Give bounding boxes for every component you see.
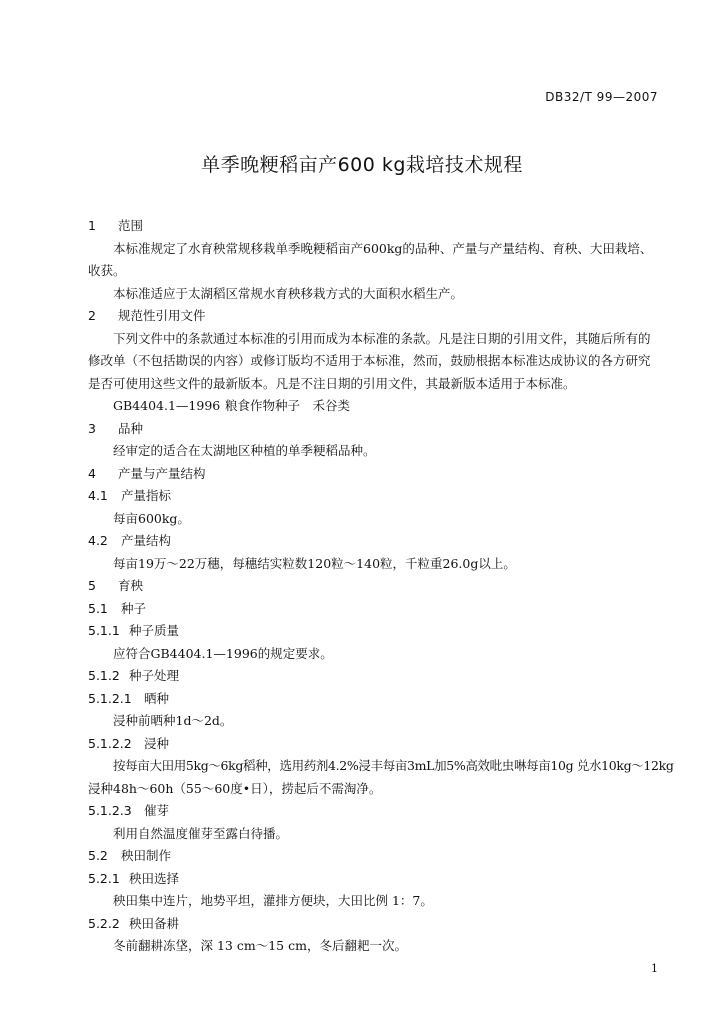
subsection-number: 5.1: [88, 600, 108, 616]
subsection-number: 5.1.2.3: [88, 803, 132, 818]
section-heading: [88, 215, 658, 238]
document-body: [88, 215, 674, 958]
section-number: 5: [88, 578, 96, 593]
paragraph-line: 应符合GB4404.1—1996的规定要求。: [113, 645, 333, 661]
subsection-title: 种子质量: [129, 623, 180, 638]
subsection-title: 秧田制作: [121, 848, 172, 863]
reference-code: GB4404.1—1996: [113, 398, 221, 413]
subsection-number: 5.1.1: [88, 623, 120, 638]
subsection-number: 5.1.2.1: [88, 690, 132, 706]
section-heading: [88, 575, 658, 598]
subsection-heading: [88, 733, 658, 756]
section-heading: [88, 463, 658, 486]
subsection-number: 4.2: [88, 533, 108, 548]
subsection-title: 浸种: [144, 735, 170, 751]
subsection-number: 5.2.1: [88, 870, 120, 886]
subsection-heading: [88, 688, 658, 711]
paragraph-line: 浸种前晒种1d～2d。: [113, 713, 233, 728]
subsection-title: 催芽: [144, 803, 170, 818]
paragraph-line: 经审定的适合在太湖地区种植的单季粳稻品种。: [113, 443, 376, 458]
subsection-heading: [88, 913, 658, 936]
subsection-title: 产量指标: [121, 488, 172, 503]
subsection-heading: [88, 530, 658, 553]
section-title: 范围: [118, 218, 144, 233]
paragraph-line: 本标准规定了水育秧常规移栽单季晚粳稻亩产600kg的品种、产量与产量结构、育秧、大田栽培、: [113, 240, 653, 256]
subsection-number: 5.2: [88, 848, 108, 863]
subsection-heading: [88, 620, 658, 643]
normative-reference: [88, 395, 658, 418]
section-number: 4: [88, 465, 96, 481]
subsection-heading: [88, 485, 658, 508]
subsection-number: 5.1.2.2: [88, 735, 132, 751]
subsection-title: 种子处理: [129, 668, 180, 683]
page-number: 1: [651, 962, 658, 975]
subsection-title: 种子: [121, 600, 147, 616]
section-title: 育秧: [118, 578, 144, 593]
subsection-number: 5.1.2: [88, 668, 120, 683]
section-title: 品种: [118, 420, 144, 436]
subsection-heading: [88, 598, 658, 621]
document-title: 单季晚粳稻亩产600 kg栽培技术规程: [201, 154, 523, 176]
paragraph-line: 浸种48h～60h（55～60度•日），捞起后不需淘净。: [88, 780, 382, 796]
section-heading: [88, 418, 658, 441]
paragraph-line: 收获。: [88, 263, 126, 278]
paragraph-line: 修改单（不包括勘误的内容）或修订版均不适用于本标准，然而，鼓励根据本标准达成协议的各方研究: [88, 353, 651, 368]
paragraph-line: 每亩19万～22万穗，每穗结实粒数120粒～140粒，千粒重26.0g以上。: [113, 555, 516, 571]
subsection-heading: [88, 800, 658, 823]
subsection-title: 秧田选择: [129, 870, 180, 886]
section-title: 产量与产量结构: [118, 465, 206, 481]
document-number: DB32/T 99—2007: [545, 90, 658, 104]
subsection-heading: [88, 845, 658, 868]
reference-title: 粮食作物种子 禾谷类: [225, 398, 351, 413]
subsection-number: 5.2.2: [88, 915, 120, 931]
paragraph-line: 利用自然温度催芽至露白待播。: [113, 825, 289, 841]
paragraph-line: 本标准适应于太湖稻区常规水育秧移栽方式的大面积水稻生产。: [113, 285, 464, 301]
section-number: 3: [88, 420, 96, 436]
subsection-title: 晒种: [144, 690, 170, 706]
paragraph-line: 按每亩大田用5kg～6kg稻种，选用药剂4.2%浸丰每亩3mL加5%高效吡虫啉每亩10g 兑水10kg～12kg: [113, 758, 674, 773]
subsection-heading: [88, 665, 658, 688]
section-title: 规范性引用文件: [118, 308, 206, 323]
section-heading: [88, 305, 658, 328]
subsection-title: 秧田备耕: [129, 915, 180, 931]
paragraph-line: 冬前翻耕冻垡，深 13 cm～15 cm，冬后翻耙一次。: [113, 938, 407, 953]
paragraph-line: 下列文件中的条款通过本标准的引用而成为本标准的条款。凡是注日期的引用文件，其随后所有的: [113, 330, 651, 346]
paragraph-line: 每亩600kg。: [113, 510, 190, 526]
subsection-heading: [88, 868, 658, 891]
subsection-title: 产量结构: [121, 533, 172, 548]
paragraph-line: 秧田集中连片，地势平坦，灌排方便块，大田比例 1：7。: [113, 893, 433, 908]
section-number: 2: [88, 308, 96, 323]
section-number: 1: [88, 218, 96, 233]
subsection-number: 4.1: [88, 488, 108, 503]
paragraph-line: 是否可使用这些文件的最新版本。凡是不注日期的引用文件，其最新版本适用于本标准。: [88, 375, 576, 391]
